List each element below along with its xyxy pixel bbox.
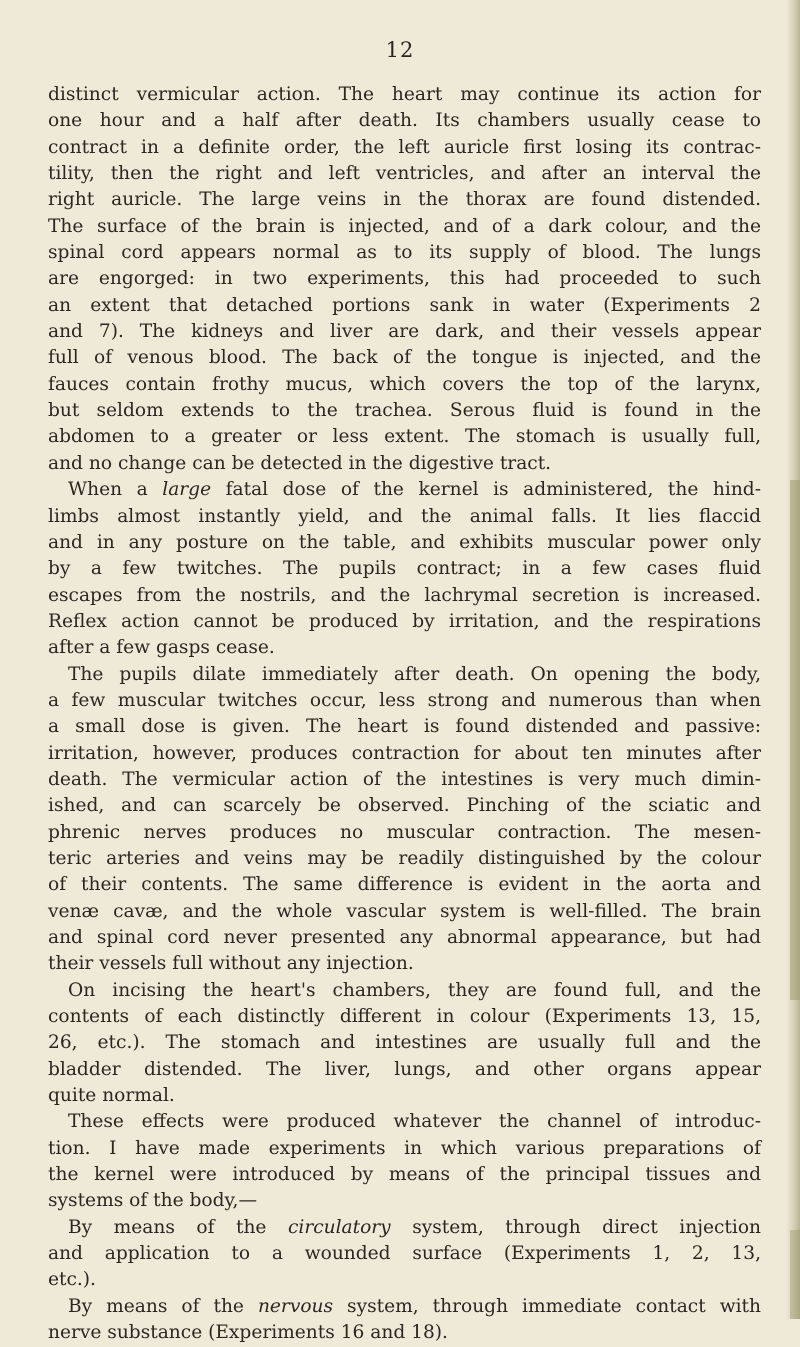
text-segment: and 7). The kidneys and liver are dark, and their vessels appear bbox=[48, 321, 761, 343]
text-segment: the kernel were introduced by means of the principal tissues and bbox=[48, 1164, 761, 1186]
text-segment: system, through immediate contact with bbox=[333, 1295, 762, 1317]
text-segment: By means of the bbox=[68, 1295, 258, 1317]
text-segment: limbs almost instantly yield, and the animal falls. It lies flaccid bbox=[48, 505, 761, 527]
text-segment: systems of the body,— bbox=[48, 1190, 258, 1212]
text-segment: death. The vermicular action of the intestines is very much dimin- bbox=[48, 768, 761, 790]
text-line bbox=[48, 872, 761, 898]
text-line bbox=[48, 1162, 761, 1188]
text-line bbox=[48, 1320, 761, 1346]
text-segment: fatal dose of the kernel is administered, the hind- bbox=[211, 479, 761, 501]
text-segment: and application to a wounded surface (Experiments 1, 2, 13, bbox=[48, 1243, 761, 1265]
text-line bbox=[48, 477, 761, 503]
page-edge-tab bbox=[790, 480, 800, 1000]
text-line bbox=[48, 714, 761, 740]
italic-text: circulatory bbox=[287, 1216, 391, 1238]
text-line bbox=[48, 609, 761, 635]
text-segment: a few muscular twitches occur, less strong and numerous than when bbox=[48, 689, 761, 711]
text-line bbox=[48, 187, 761, 213]
text-line bbox=[48, 688, 761, 714]
text-segment: are engorged: in two experiments, this had proceeded to such bbox=[48, 268, 761, 290]
text-segment: tility, then the right and left ventricles, and after an interval the bbox=[48, 163, 761, 185]
body-text bbox=[48, 82, 761, 1347]
text-segment: right auricle. The large veins in the thorax are found distended. bbox=[48, 189, 761, 211]
text-line bbox=[48, 925, 761, 951]
text-segment: contents of each distinctly different in colour (Experiments 13, 15, bbox=[48, 1006, 761, 1028]
text-line bbox=[48, 978, 761, 1004]
text-segment: an extent that detached portions sank in water (Experiments 2 bbox=[48, 294, 761, 316]
text-line bbox=[48, 530, 761, 556]
text-line bbox=[48, 319, 761, 345]
text-line bbox=[48, 161, 761, 187]
text-segment: venæ cavæ, and the whole vascular system is well-filled. The brain bbox=[48, 900, 761, 922]
text-line bbox=[48, 135, 761, 161]
text-line bbox=[48, 82, 761, 108]
text-segment: When a bbox=[68, 479, 163, 501]
text-segment: abdomen to a greater or less extent. The stomach is usually full, bbox=[48, 426, 761, 448]
text-line bbox=[48, 1267, 761, 1293]
text-line bbox=[48, 108, 761, 134]
text-segment: and spinal cord never presented any abnormal appearance, but had bbox=[48, 927, 761, 948]
text-segment: By means of the bbox=[68, 1216, 288, 1238]
text-segment: phrenic nerves produces no muscular contraction. The mesen- bbox=[48, 821, 761, 843]
text-segment: by a few twitches. The pupils contract; in a few cases fluid bbox=[48, 558, 761, 580]
text-segment: etc.). bbox=[48, 1269, 96, 1291]
text-line bbox=[48, 1004, 761, 1030]
text-line bbox=[48, 1136, 761, 1162]
text-line bbox=[48, 635, 761, 661]
page-number: 12 bbox=[385, 38, 415, 62]
text-line bbox=[48, 266, 761, 292]
text-line bbox=[48, 1188, 761, 1214]
text-segment: 26, etc.). The stomach and intestines are usually full and the bbox=[48, 1032, 761, 1054]
text-segment: full of venous blood. The back of the tongue is injected, and the bbox=[48, 347, 761, 369]
text-line bbox=[48, 1215, 761, 1241]
text-line bbox=[48, 846, 761, 872]
text-segment: of their contents. The same difference is evident in the aorta and bbox=[48, 874, 761, 896]
text-segment: contract in a definite order, the left auricle first losing its contrac- bbox=[48, 136, 761, 158]
text-segment: tion. I have made experiments in which various preparations of bbox=[48, 1137, 761, 1159]
text-line bbox=[48, 398, 761, 424]
text-segment: bladder distended. The liver, lungs, and other organs appear bbox=[48, 1058, 761, 1080]
text-segment: The pupils dilate immediately after death. On opening the body, bbox=[68, 663, 761, 685]
text-segment: These effects were produced whatever the channel of introduc- bbox=[68, 1111, 761, 1133]
text-segment: Reflex action cannot be produced by irritation, and the respirations bbox=[48, 610, 761, 632]
text-line bbox=[48, 767, 761, 793]
page-edge-shadow bbox=[786, 0, 800, 1319]
text-segment: system, through direct injection bbox=[390, 1216, 762, 1238]
text-line bbox=[48, 1083, 761, 1109]
text-line bbox=[48, 293, 761, 319]
text-segment: after a few gasps cease. bbox=[48, 637, 275, 659]
text-segment: but seldom extends to the trachea. Serous fluid is found in the bbox=[48, 400, 761, 422]
italic-text: large bbox=[162, 479, 212, 501]
text-line bbox=[48, 214, 761, 240]
text-line bbox=[48, 1294, 761, 1320]
text-line bbox=[48, 345, 761, 371]
text-line bbox=[48, 662, 761, 688]
text-segment: teric arteries and veins may be readily distinguished by the colour bbox=[48, 847, 761, 869]
text-segment: The surface of the brain is injected, and of a dark colour, and the bbox=[48, 215, 761, 237]
text-line bbox=[48, 820, 761, 846]
text-segment: a small dose is given. The heart is found distended and passive: bbox=[48, 716, 761, 738]
text-segment: their vessels full without any injection. bbox=[48, 953, 414, 975]
text-line bbox=[48, 504, 761, 530]
text-segment: distinct vermicular action. The heart may continue its action for bbox=[48, 84, 761, 105]
page-edge-tab bbox=[790, 1230, 800, 1319]
text-line bbox=[48, 1030, 761, 1056]
text-segment: and no change can be detected in the digestive tract. bbox=[48, 452, 552, 474]
text-line bbox=[48, 1241, 761, 1267]
text-line bbox=[48, 556, 761, 582]
text-line bbox=[48, 793, 761, 819]
text-segment: quite normal. bbox=[48, 1085, 175, 1107]
text-line bbox=[48, 1109, 761, 1135]
italic-text: nervous bbox=[257, 1295, 334, 1317]
text-segment: spinal cord appears normal as to its supply of blood. The lungs bbox=[48, 242, 761, 264]
text-line bbox=[48, 372, 761, 398]
text-line bbox=[48, 951, 761, 977]
text-line bbox=[48, 451, 761, 477]
text-segment: nerve substance (Experiments 16 and 18). bbox=[48, 1322, 448, 1344]
text-line bbox=[48, 1057, 761, 1083]
text-line bbox=[48, 424, 761, 450]
text-line bbox=[48, 899, 761, 925]
text-segment: one hour and a half after death. Its chambers usually cease to bbox=[48, 110, 761, 132]
text-line bbox=[48, 583, 761, 609]
text-segment: On incising the heart's chambers, they are found full, and the bbox=[68, 979, 761, 1001]
text-segment: and in any posture on the table, and exhibits muscular power only bbox=[48, 531, 761, 553]
text-segment: ished, and can scarcely be observed. Pinching of the sciatic and bbox=[48, 795, 761, 817]
text-segment: fauces contain frothy mucus, which covers the top of the larynx, bbox=[48, 373, 761, 395]
text-segment: escapes from the nostrils, and the lachrymal secretion is increased. bbox=[48, 584, 761, 606]
text-line bbox=[48, 741, 761, 767]
text-segment: irritation, however, produces contraction for about ten minutes after bbox=[48, 742, 761, 764]
text-line bbox=[48, 240, 761, 266]
